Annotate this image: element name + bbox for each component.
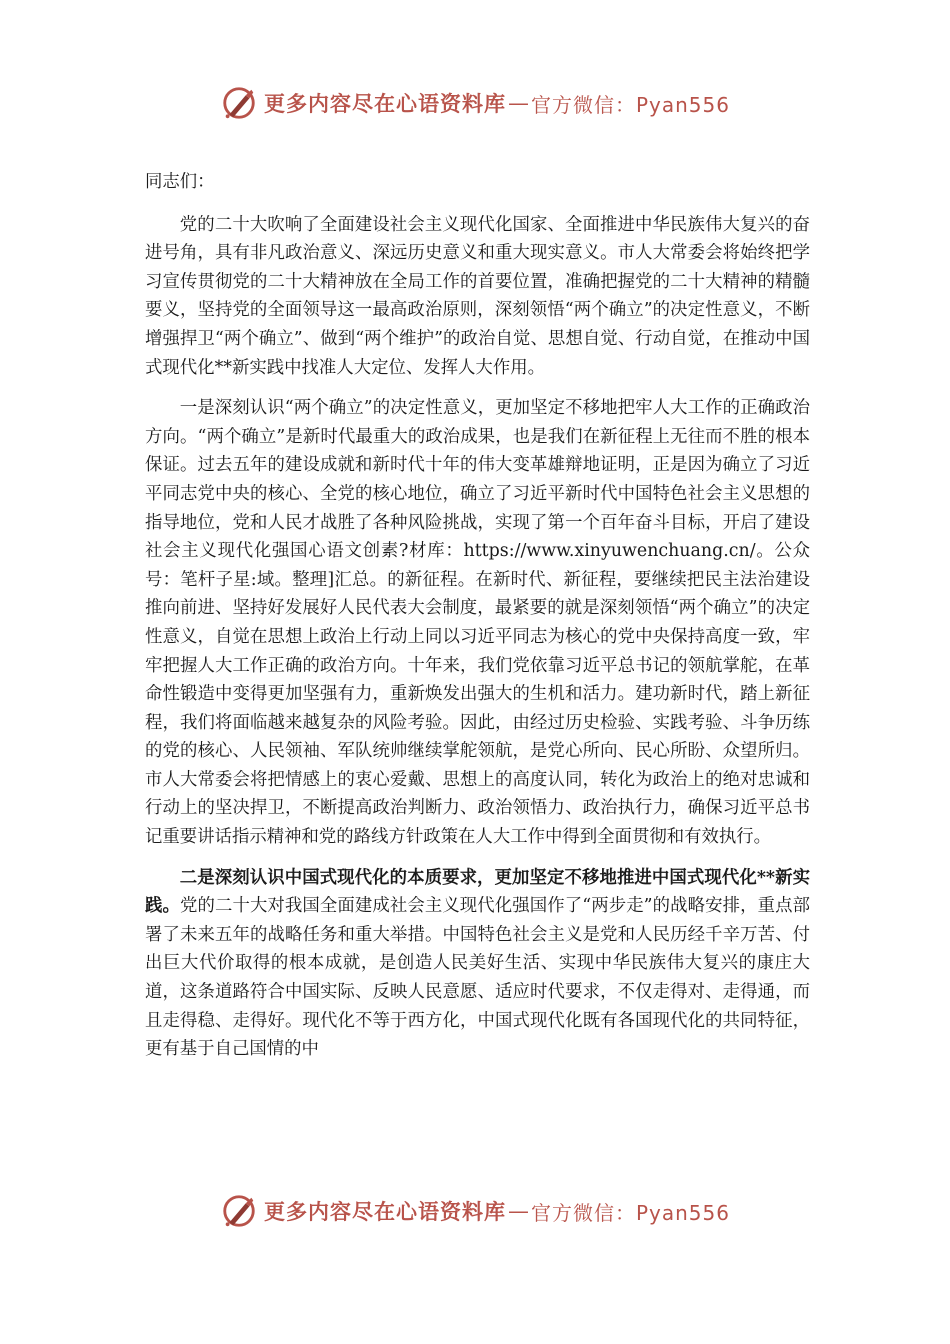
pen-logo-icon [220, 84, 258, 122]
paragraph-intro: 党的二十大吹响了全面建设社会主义现代化国家、全面推进中华民族伟大复兴的奋进号角，具有非凡政治意义、深远历史意义和重大现实意义。市人大常委会将始终把学习宣传贯彻党的二十大精神放在全局工作的首要位置，准确把握党的二十大精神的精髓要义，坚持党的全面领导这一最高政治原则，深刻领悟“两个确立”的决定性意义，不断增强捍卫“两个确立”、做到“两个维护”的政治自觉、思想自觉、行动自觉，在推动中国式现代化**新实践中找准人大定位、发挥人大作用。 [145, 214, 810, 378]
pen-logo-icon [220, 1192, 258, 1230]
paragraph-point-two-lead: 二是深刻认识中国式现代化的本质要求，更加坚定不移地推进中国式现代化**新实践。 [145, 867, 810, 917]
document-body [145, 168, 810, 1076]
footer-banner [0, 1186, 950, 1236]
paragraph-point-two [145, 864, 810, 1064]
banner-brand-text: 更多内容尽在心语资料库 [263, 1200, 506, 1224]
paragraph-point-one: 一是深刻认识“两个确立”的决定性意义，更加坚定不移地把牢人大工作的正确政治方向。“两个确立”是新时代最重大的政治成果，也是我们在新征程上无往而不胜的根本保证。过去五年的建设成就和新时代十年的伟大变革雄辩地证明，正是因为确立了习近平同志党中央的核心、全党的核心地位，确立了习近平新时代中国特色社会主义思想的指导地位，党和人民才战胜了各种风险挑战，实现了第一个百年奋斗目标，开启了建设社会主义现代化强国心语文创素?材库：https://www.xinyuwenchuang.cn/。公众号：笔杆子星:域。整理]汇总。的新征程。在新时代、新征程，要继续把民主法治建设推向前进、坚持好发展好人民代表大会制度，最紧要的就是深刻领悟“两个确立”的决定性意义，自觉在思想上政治上行动上同以习近平同志为核心的党中央保持高度一致，牢牢把握人大工作正确的政治方向。十年来，我们党依靠习近平总书记的领航掌舵，在革命性锻造中变得更加坚强有力，重新焕发出强大的生机和活力。建功新时代，踏上新征程，我们将面临越来越复杂的风险考验。因此，由经过历史检验、实践考验、斗争历练的党的核心、人民领袖、军队统帅继续掌舵领航，是党心所向、民心所盼、众望所归。市人大常委会将把情感上的衷心爱戴、思想上的高度认同，转化为政治上的绝对忠诚和行动上的坚决捍卫，不断提高政治判断力、政治领悟力、政治执行力，确保习近平总书记重要讲话指示精神和党的路线方针政策在人大工作中得到全面贯彻和有效执行。 [145, 398, 810, 848]
paragraph-point-two-body: 党的二十大对我国全面建成社会主义现代化强国作了“两步走”的战略安排，重点部署了未来五年的战略任务和重大举措。中国特色社会主义是党和人民历经千辛万苦、付出巨大代价取得的根本成就，是创造人民美好生活、实现中华民族伟大复兴的康庄大道，这条道路符合中国实际、反映人民意愿、适应时代要求，不仅走得对、走得通，而且走得稳、走得好。现代化不等于西方化，中国式现代化既有各国现代化的共同特征，更有基于自己国情的中 [145, 896, 810, 1060]
banner-wechat-text: 官方微信：Pyan556 [530, 92, 730, 117]
banner-dash: — [507, 91, 529, 115]
banner-dash: — [507, 1199, 529, 1223]
banner-wechat-text: 官方微信：Pyan556 [530, 1200, 730, 1225]
header-banner [0, 78, 950, 128]
salutation: 同志们： [145, 172, 215, 192]
banner-brand-text: 更多内容尽在心语资料库 [263, 92, 506, 116]
